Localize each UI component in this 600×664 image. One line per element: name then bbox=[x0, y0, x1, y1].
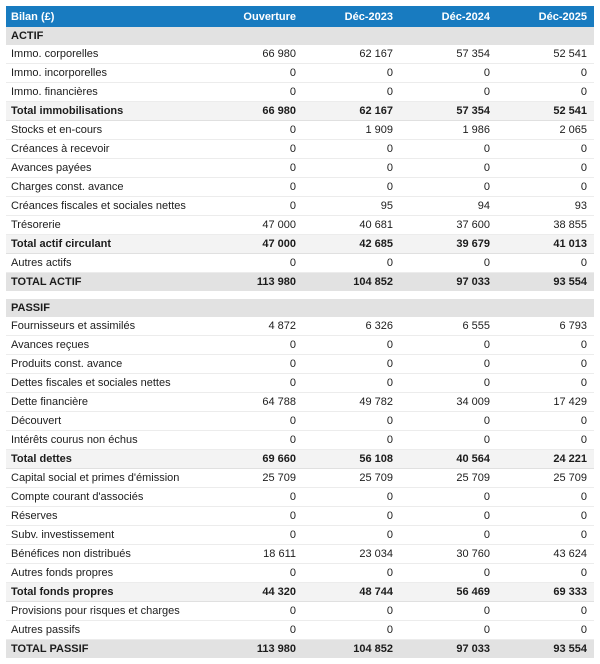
section-header-actif bbox=[6, 27, 594, 45]
cell-value: 0 bbox=[400, 374, 497, 393]
row-label: Total fonds propres bbox=[6, 583, 206, 602]
cell-value: 0 bbox=[303, 178, 400, 197]
table-row bbox=[6, 159, 594, 178]
cell-value: 0 bbox=[497, 564, 594, 583]
section-header-passif bbox=[6, 299, 594, 317]
row-label: Créances à recevoir bbox=[6, 140, 206, 159]
cell-value: 0 bbox=[400, 159, 497, 178]
cell-value: 0 bbox=[303, 83, 400, 102]
cell-value: 0 bbox=[303, 621, 400, 640]
cell-value: 1 986 bbox=[400, 121, 497, 140]
cell-value: 0 bbox=[206, 602, 303, 621]
table-row bbox=[6, 507, 594, 526]
cell-value: 0 bbox=[206, 488, 303, 507]
cell-value: 40 681 bbox=[303, 216, 400, 235]
cell-value: 97 033 bbox=[400, 273, 497, 292]
cell-value: 1 909 bbox=[303, 121, 400, 140]
cell-value: 0 bbox=[400, 355, 497, 374]
row-label: Avances reçues bbox=[6, 336, 206, 355]
cell-value: 47 000 bbox=[206, 216, 303, 235]
table-row bbox=[6, 526, 594, 545]
section-header-label: ACTIF bbox=[6, 27, 594, 45]
cell-value: 0 bbox=[400, 602, 497, 621]
cell-value: 0 bbox=[400, 488, 497, 507]
cell-value: 0 bbox=[497, 526, 594, 545]
table-row bbox=[6, 469, 594, 488]
cell-value: 0 bbox=[303, 254, 400, 273]
row-label: Subv. investissement bbox=[6, 526, 206, 545]
table-row bbox=[6, 254, 594, 273]
cell-value: 57 354 bbox=[400, 102, 497, 121]
column-header-dec-2023: Déc-2023 bbox=[303, 6, 400, 27]
row-label: Compte courant d'associés bbox=[6, 488, 206, 507]
cell-value: 95 bbox=[303, 197, 400, 216]
table-row bbox=[6, 317, 594, 336]
cell-value: 0 bbox=[206, 140, 303, 159]
cell-value: 62 167 bbox=[303, 45, 400, 64]
cell-value: 0 bbox=[303, 488, 400, 507]
cell-value: 0 bbox=[400, 431, 497, 450]
row-label: Dettes fiscales et sociales nettes bbox=[6, 374, 206, 393]
cell-value: 56 469 bbox=[400, 583, 497, 602]
balance-sheet-table bbox=[6, 6, 594, 658]
cell-value: 0 bbox=[497, 254, 594, 273]
cell-value: 0 bbox=[303, 336, 400, 355]
column-header-dec-2025: Déc-2025 bbox=[497, 6, 594, 27]
cell-value: 0 bbox=[400, 507, 497, 526]
row-label: Immo. incorporelles bbox=[6, 64, 206, 83]
cell-value: 44 320 bbox=[206, 583, 303, 602]
cell-value: 0 bbox=[497, 374, 594, 393]
table-row bbox=[6, 450, 594, 469]
cell-value: 0 bbox=[400, 64, 497, 83]
spacer-row bbox=[6, 291, 594, 299]
cell-value: 25 709 bbox=[303, 469, 400, 488]
cell-value: 0 bbox=[497, 64, 594, 83]
spacer-cell bbox=[6, 291, 594, 299]
cell-value: 49 782 bbox=[303, 393, 400, 412]
cell-value: 0 bbox=[497, 412, 594, 431]
row-label: Produits const. avance bbox=[6, 355, 206, 374]
table-row bbox=[6, 412, 594, 431]
section-header-label: PASSIF bbox=[6, 299, 594, 317]
cell-value: 18 611 bbox=[206, 545, 303, 564]
row-label: TOTAL ACTIF bbox=[6, 273, 206, 292]
cell-value: 0 bbox=[206, 178, 303, 197]
cell-value: 0 bbox=[400, 254, 497, 273]
table-row bbox=[6, 178, 594, 197]
cell-value: 66 980 bbox=[206, 45, 303, 64]
cell-value: 93 bbox=[497, 197, 594, 216]
cell-value: 47 000 bbox=[206, 235, 303, 254]
table-row bbox=[6, 431, 594, 450]
cell-value: 0 bbox=[206, 621, 303, 640]
cell-value: 97 033 bbox=[400, 640, 497, 659]
cell-value: 104 852 bbox=[303, 640, 400, 659]
row-label: Autres fonds propres bbox=[6, 564, 206, 583]
cell-value: 0 bbox=[303, 602, 400, 621]
cell-value: 0 bbox=[497, 431, 594, 450]
cell-value: 0 bbox=[497, 488, 594, 507]
cell-value: 30 760 bbox=[400, 545, 497, 564]
cell-value: 66 980 bbox=[206, 102, 303, 121]
cell-value: 25 709 bbox=[206, 469, 303, 488]
cell-value: 6 326 bbox=[303, 317, 400, 336]
table-row bbox=[6, 602, 594, 621]
column-header-dec-2024: Déc-2024 bbox=[400, 6, 497, 27]
cell-value: 4 872 bbox=[206, 317, 303, 336]
cell-value: 62 167 bbox=[303, 102, 400, 121]
cell-value: 0 bbox=[497, 83, 594, 102]
row-label: Dette financière bbox=[6, 393, 206, 412]
cell-value: 0 bbox=[206, 412, 303, 431]
table-row bbox=[6, 45, 594, 64]
cell-value: 0 bbox=[206, 121, 303, 140]
cell-value: 0 bbox=[497, 621, 594, 640]
cell-value: 25 709 bbox=[400, 469, 497, 488]
table-row bbox=[6, 216, 594, 235]
cell-value: 93 554 bbox=[497, 640, 594, 659]
cell-value: 64 788 bbox=[206, 393, 303, 412]
table-row bbox=[6, 621, 594, 640]
cell-value: 0 bbox=[206, 507, 303, 526]
table-row bbox=[6, 64, 594, 83]
table-row bbox=[6, 640, 594, 659]
cell-value: 113 980 bbox=[206, 640, 303, 659]
table-row bbox=[6, 564, 594, 583]
table-row bbox=[6, 336, 594, 355]
column-header-ouverture: Ouverture bbox=[206, 6, 303, 27]
cell-value: 0 bbox=[400, 178, 497, 197]
row-label: Bénéfices non distribués bbox=[6, 545, 206, 564]
cell-value: 0 bbox=[206, 355, 303, 374]
cell-value: 0 bbox=[497, 602, 594, 621]
row-label: Total immobilisations bbox=[6, 102, 206, 121]
row-label: Réserves bbox=[6, 507, 206, 526]
cell-value: 0 bbox=[303, 526, 400, 545]
row-label: Intérêts courus non échus bbox=[6, 431, 206, 450]
table-row bbox=[6, 235, 594, 254]
row-label: Capital social et primes d'émission bbox=[6, 469, 206, 488]
cell-value: 69 660 bbox=[206, 450, 303, 469]
row-label: Provisions pour risques et charges bbox=[6, 602, 206, 621]
cell-value: 6 555 bbox=[400, 317, 497, 336]
cell-value: 0 bbox=[303, 374, 400, 393]
table-title-cell: Bilan (£) bbox=[6, 6, 206, 27]
cell-value: 0 bbox=[303, 564, 400, 583]
cell-value: 0 bbox=[400, 140, 497, 159]
row-label: Trésorerie bbox=[6, 216, 206, 235]
cell-value: 0 bbox=[206, 83, 303, 102]
table-header-row bbox=[6, 6, 594, 27]
cell-value: 0 bbox=[400, 336, 497, 355]
cell-value: 94 bbox=[400, 197, 497, 216]
cell-value: 0 bbox=[303, 507, 400, 526]
cell-value: 57 354 bbox=[400, 45, 497, 64]
row-label: Autres passifs bbox=[6, 621, 206, 640]
cell-value: 38 855 bbox=[497, 216, 594, 235]
row-label: Total actif circulant bbox=[6, 235, 206, 254]
cell-value: 0 bbox=[497, 336, 594, 355]
row-label: Découvert bbox=[6, 412, 206, 431]
cell-value: 0 bbox=[206, 564, 303, 583]
cell-value: 0 bbox=[206, 336, 303, 355]
cell-value: 17 429 bbox=[497, 393, 594, 412]
row-label: Stocks et en-cours bbox=[6, 121, 206, 140]
cell-value: 0 bbox=[497, 140, 594, 159]
cell-value: 0 bbox=[206, 197, 303, 216]
cell-value: 0 bbox=[206, 374, 303, 393]
cell-value: 34 009 bbox=[400, 393, 497, 412]
cell-value: 43 624 bbox=[497, 545, 594, 564]
row-label: Autres actifs bbox=[6, 254, 206, 273]
table-row bbox=[6, 488, 594, 507]
cell-value: 93 554 bbox=[497, 273, 594, 292]
cell-value: 0 bbox=[206, 254, 303, 273]
cell-value: 0 bbox=[303, 431, 400, 450]
cell-value: 69 333 bbox=[497, 583, 594, 602]
table-row bbox=[6, 545, 594, 564]
cell-value: 0 bbox=[206, 431, 303, 450]
row-label: Total dettes bbox=[6, 450, 206, 469]
table-row bbox=[6, 83, 594, 102]
row-label: TOTAL PASSIF bbox=[6, 640, 206, 659]
cell-value: 25 709 bbox=[497, 469, 594, 488]
balance-table-body bbox=[6, 27, 594, 658]
row-label: Charges const. avance bbox=[6, 178, 206, 197]
cell-value: 0 bbox=[497, 159, 594, 178]
cell-value: 0 bbox=[400, 621, 497, 640]
cell-value: 42 685 bbox=[303, 235, 400, 254]
cell-value: 0 bbox=[400, 83, 497, 102]
cell-value: 24 221 bbox=[497, 450, 594, 469]
table-row bbox=[6, 273, 594, 292]
table-row bbox=[6, 140, 594, 159]
cell-value: 0 bbox=[303, 64, 400, 83]
cell-value: 52 541 bbox=[497, 45, 594, 64]
cell-value: 0 bbox=[497, 178, 594, 197]
cell-value: 6 793 bbox=[497, 317, 594, 336]
cell-value: 0 bbox=[303, 412, 400, 431]
row-label: Fournisseurs et assimilés bbox=[6, 317, 206, 336]
cell-value: 37 600 bbox=[400, 216, 497, 235]
cell-value: 0 bbox=[206, 64, 303, 83]
cell-value: 0 bbox=[497, 507, 594, 526]
cell-value: 0 bbox=[497, 355, 594, 374]
cell-value: 0 bbox=[400, 526, 497, 545]
table-row bbox=[6, 583, 594, 602]
table-row bbox=[6, 102, 594, 121]
row-label: Avances payées bbox=[6, 159, 206, 178]
table-row bbox=[6, 374, 594, 393]
cell-value: 0 bbox=[400, 412, 497, 431]
table-row bbox=[6, 121, 594, 140]
cell-value: 48 744 bbox=[303, 583, 400, 602]
cell-value: 0 bbox=[303, 140, 400, 159]
cell-value: 0 bbox=[400, 564, 497, 583]
cell-value: 23 034 bbox=[303, 545, 400, 564]
cell-value: 0 bbox=[206, 526, 303, 545]
row-label: Immo. financières bbox=[6, 83, 206, 102]
row-label: Immo. corporelles bbox=[6, 45, 206, 64]
cell-value: 2 065 bbox=[497, 121, 594, 140]
cell-value: 52 541 bbox=[497, 102, 594, 121]
cell-value: 40 564 bbox=[400, 450, 497, 469]
cell-value: 41 013 bbox=[497, 235, 594, 254]
cell-value: 39 679 bbox=[400, 235, 497, 254]
cell-value: 56 108 bbox=[303, 450, 400, 469]
cell-value: 104 852 bbox=[303, 273, 400, 292]
cell-value: 113 980 bbox=[206, 273, 303, 292]
row-label: Créances fiscales et sociales nettes bbox=[6, 197, 206, 216]
table-row bbox=[6, 197, 594, 216]
table-row bbox=[6, 355, 594, 374]
table-row bbox=[6, 393, 594, 412]
cell-value: 0 bbox=[303, 159, 400, 178]
cell-value: 0 bbox=[206, 159, 303, 178]
cell-value: 0 bbox=[303, 355, 400, 374]
